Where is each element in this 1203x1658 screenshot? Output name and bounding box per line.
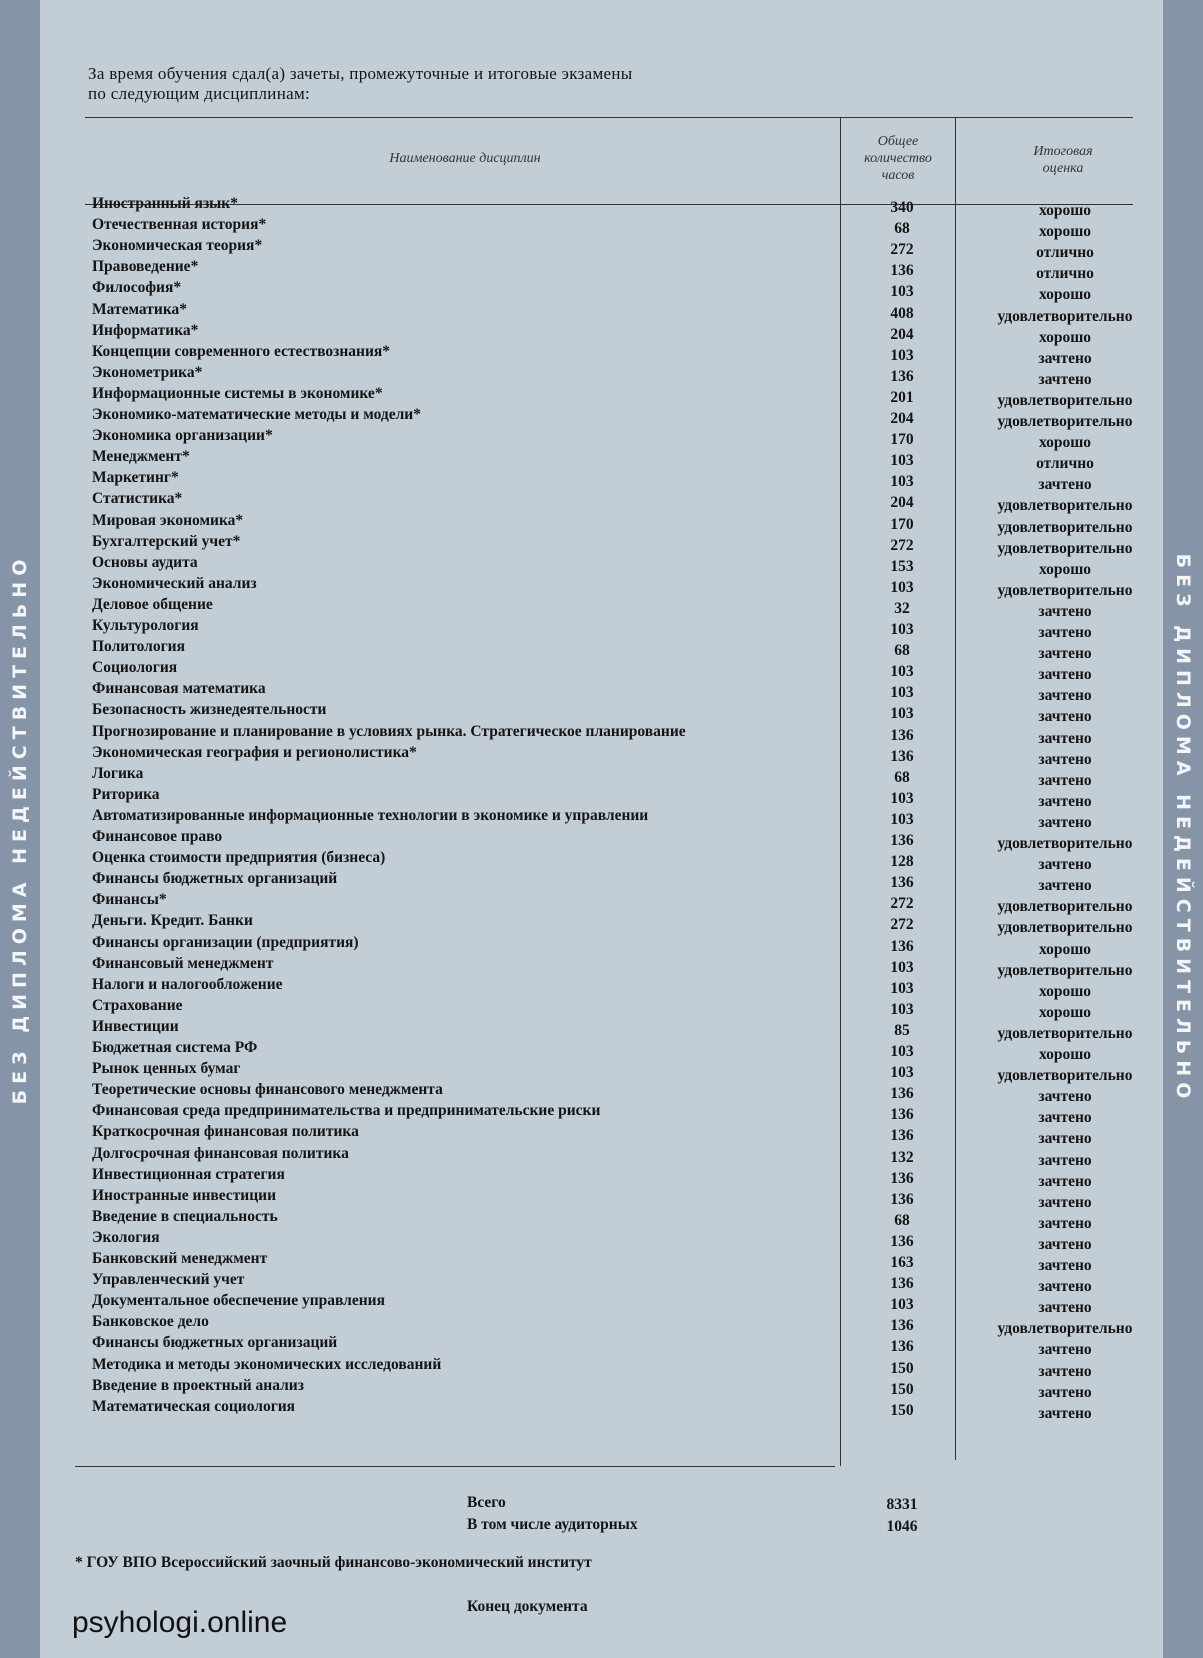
discipline-name: Финансовый менеджмент	[92, 954, 274, 972]
discipline-name: Экономическая география и регионолистика*	[92, 743, 417, 761]
site-watermark: psyhologi.online	[72, 1606, 288, 1639]
discipline-hours: 201	[890, 388, 914, 406]
discipline-hours: 103	[890, 958, 914, 976]
discipline-grade: хорошо	[1038, 286, 1092, 304]
discipline-grade: зачтено	[1038, 1404, 1092, 1422]
discipline-grade: зачтено	[1038, 1151, 1092, 1169]
discipline-grade: зачтено	[1038, 856, 1092, 874]
column-header-hours	[843, 133, 953, 184]
discipline-name: Экономическая теория*	[92, 237, 263, 255]
discipline-grade: удовлетворительно	[997, 1024, 1133, 1042]
discipline-hours: 103	[890, 684, 914, 702]
discipline-grade: хорошо	[1038, 1003, 1092, 1021]
discipline-grade: удовлетворительно	[997, 391, 1133, 409]
discipline-hours: 136	[890, 726, 914, 744]
discipline-hours: 163	[890, 1254, 914, 1271]
discipline-grade: зачтено	[1038, 792, 1092, 810]
discipline-hours: 136	[890, 262, 914, 280]
discipline-grade: отлично	[1036, 455, 1094, 473]
discipline-name: Статистика*	[92, 490, 183, 508]
discipline-hours: 136	[890, 747, 914, 765]
header-line-2: по следующим дисциплинам:	[88, 84, 311, 103]
discipline-name: Деньги. Кредит. Банки	[92, 912, 253, 930]
discipline-grade: отлично	[1036, 244, 1094, 262]
discipline-hours: 272	[890, 241, 914, 259]
discipline-hours: 103	[890, 578, 914, 596]
discipline-name: Экономико-математические методы и модели*	[92, 406, 421, 423]
discipline-name: Информатика*	[92, 321, 199, 339]
discipline-grade: зачтено	[1038, 1341, 1092, 1359]
discipline-hours: 103	[890, 452, 914, 470]
discipline-hours: 103	[890, 283, 914, 301]
table-row	[0, 996, 1203, 1025]
discipline-hours: 103	[890, 1000, 914, 1018]
discipline-hours: 150	[890, 1401, 914, 1419]
discipline-name: Информационные системы в экономике*	[92, 384, 383, 402]
discipline-name: Прогнозирование и планирование в условиях рынка. Стратегическое планирование	[92, 722, 686, 740]
column-header-name: Наименование дисциплин	[389, 151, 541, 166]
column-header-hours-line-2: количество	[864, 151, 932, 166]
discipline-name: Бухгалтерский учет*	[92, 532, 241, 550]
discipline-hours: 128	[890, 853, 914, 871]
table-bottom-rule	[75, 1466, 835, 1467]
discipline-grade: удовлетворительно	[997, 961, 1133, 979]
discipline-grade: хорошо	[1038, 223, 1092, 241]
discipline-hours: 136	[890, 1275, 914, 1293]
discipline-name: Финансовое право	[92, 828, 223, 845]
discipline-hours: 136	[890, 832, 914, 849]
discipline-name: Маркетинг*	[92, 469, 179, 487]
discipline-grade: удовлетворительно	[997, 307, 1133, 325]
discipline-name: Отечественная история*	[92, 216, 267, 234]
discipline-name: Рынок ценных бумаг	[92, 1060, 241, 1078]
discipline-grade: зачтено	[1038, 877, 1092, 895]
discipline-grade: удовлетворительно	[997, 581, 1133, 599]
discipline-name: Банковский менеджмент	[92, 1250, 268, 1267]
discipline-hours: 136	[890, 367, 914, 385]
discipline-name: Философия*	[92, 279, 182, 297]
discipline-name: Методика и методы экономических исследований	[92, 1355, 442, 1373]
discipline-name: Мировая экономика*	[92, 511, 244, 529]
right-side-stamp-text: БЕЗ ДИПЛОМА НЕДЕЙСТВИТЕЛЬНО	[1172, 553, 1194, 1105]
discipline-grade: зачтено	[1038, 687, 1092, 705]
table-row	[0, 743, 1203, 772]
discipline-hours: 68	[894, 1211, 910, 1229]
table-row	[0, 448, 1203, 476]
discipline-name: Экономика организации*	[92, 427, 273, 445]
discipline-grade: зачтено	[1038, 666, 1092, 684]
table-row	[0, 1397, 1203, 1426]
discipline-hours: 68	[894, 768, 910, 786]
discipline-grade: удовлетворительно	[997, 835, 1133, 852]
discipline-grade: удовлетворительно	[997, 919, 1133, 937]
discipline-grade: зачтено	[1038, 1383, 1092, 1401]
discipline-hours: 103	[890, 621, 914, 638]
discipline-grade: удовлетворительно	[997, 1067, 1133, 1085]
discipline-grade: зачтено	[1038, 750, 1092, 768]
discipline-hours: 136	[890, 1085, 914, 1103]
total-value: 8331	[886, 1496, 918, 1513]
discipline-grade: зачтено	[1038, 645, 1092, 663]
column-header-grade	[958, 143, 1168, 177]
discipline-name: Финансы бюджетных организаций	[92, 870, 338, 888]
discipline-grade: зачтено	[1038, 1214, 1092, 1232]
table-row	[0, 1207, 1203, 1236]
discipline-name: Краткосрочная финансовая политика	[92, 1123, 359, 1141]
discipline-name: Финансы организации (предприятия)	[92, 933, 359, 951]
discipline-grade: зачтено	[1038, 476, 1092, 494]
discipline-hours: 136	[890, 1127, 914, 1145]
discipline-name: Правоведение*	[92, 258, 199, 276]
discipline-name: Оценка стоимости предприятия (бизнеса)	[92, 849, 386, 867]
discipline-name: Экономический анализ	[92, 574, 257, 592]
discipline-name: Бюджетная система РФ	[92, 1039, 258, 1056]
discipline-grade: зачтено	[1038, 370, 1092, 388]
discipline-name: Финансы бюджетных организаций	[92, 1334, 338, 1352]
discipline-grade: зачтено	[1038, 1088, 1092, 1106]
document-header	[88, 64, 633, 104]
discipline-name: Инвестиции	[92, 1017, 179, 1035]
discipline-name: Инвестиционная стратегия	[92, 1165, 285, 1183]
discipline-grade: зачтено	[1038, 1172, 1092, 1190]
discipline-grade: хорошо	[1038, 1046, 1092, 1063]
discipline-name: Введение в проектный анализ	[92, 1376, 304, 1394]
discipline-hours: 340	[890, 199, 914, 216]
discipline-name: Страхование	[92, 996, 183, 1014]
discipline-grade: зачтено	[1038, 1193, 1092, 1211]
discipline-hours: 204	[890, 494, 914, 512]
discipline-grade: зачтено	[1038, 1278, 1092, 1296]
discipline-hours: 32	[894, 599, 910, 617]
discipline-hours: 103	[890, 705, 914, 723]
discipline-name: Безопасность жизнедеятельности	[92, 701, 327, 719]
total-label: Всего	[467, 1494, 506, 1511]
discipline-grade: удовлетворительно	[997, 898, 1133, 916]
discipline-name: Долгосрочная финансовая политика	[92, 1144, 349, 1162]
discipline-hours: 272	[890, 895, 914, 913]
discipline-grade: зачтено	[1038, 602, 1092, 620]
discipline-hours: 103	[890, 663, 914, 681]
discipline-name: Эконометрика*	[92, 363, 203, 381]
table-row	[0, 870, 1203, 898]
discipline-name: Логика	[92, 764, 144, 782]
discipline-name: Социология	[92, 659, 178, 677]
discipline-name: Математическая социология	[92, 1397, 296, 1415]
discipline-hours: 85	[894, 1021, 910, 1039]
discipline-grade: хорошо	[1038, 982, 1092, 1000]
discipline-name: Экология	[92, 1228, 160, 1246]
discipline-hours: 132	[890, 1148, 914, 1166]
column-header-grade-line-1: Итоговая	[1033, 144, 1093, 159]
discipline-hours: 150	[890, 1380, 914, 1398]
discipline-hours: 103	[890, 789, 914, 807]
discipline-grade: зачтено	[1038, 1109, 1092, 1127]
discipline-name: Менеджмент*	[92, 448, 190, 466]
discipline-name: Концепции современного естествознания*	[92, 342, 391, 360]
table-top-rule	[85, 117, 1133, 118]
discipline-grade: отлично	[1036, 265, 1094, 283]
table-row	[0, 638, 1203, 666]
discipline-name: Риторика	[92, 785, 160, 803]
discipline-grade: удовлетворительно	[997, 518, 1133, 536]
discipline-name: Налоги и налогообложение	[92, 975, 283, 993]
discipline-hours: 103	[890, 979, 914, 997]
classroom-label: В том числе аудиторных	[467, 1516, 638, 1533]
discipline-hours: 204	[890, 410, 914, 427]
discipline-grade: хорошо	[1038, 202, 1092, 219]
discipline-grade: хорошо	[1038, 560, 1092, 578]
discipline-grade: зачтено	[1038, 1257, 1092, 1274]
discipline-hours: 103	[890, 1296, 914, 1314]
discipline-name: Финансы*	[92, 891, 167, 909]
discipline-hours: 103	[890, 473, 914, 491]
column-header-hours-line-1: Общее	[877, 134, 919, 149]
discipline-name: Документальное обеспечение управления	[92, 1292, 386, 1310]
discipline-grade: зачтено	[1038, 1299, 1092, 1317]
discipline-hours: 170	[890, 515, 914, 533]
discipline-hours: 153	[890, 557, 914, 575]
discipline-grade: удовлетворительно	[997, 539, 1133, 557]
discipline-grade: хорошо	[1038, 434, 1092, 452]
discipline-hours: 170	[890, 431, 914, 449]
discipline-hours: 136	[890, 1317, 914, 1335]
discipline-name: Управленческий учет	[92, 1271, 245, 1289]
discipline-name: Финансовая математика	[92, 680, 266, 698]
discipline-grade: зачтено	[1038, 1130, 1092, 1148]
discipline-hours: 408	[890, 304, 914, 322]
discipline-hours: 204	[890, 325, 914, 343]
discipline-name: Основы аудита	[92, 553, 198, 571]
discipline-grade: зачтено	[1038, 1235, 1092, 1253]
discipline-hours: 136	[890, 1106, 914, 1124]
discipline-hours: 68	[894, 642, 910, 660]
discipline-grade: хорошо	[1038, 940, 1092, 958]
footnote: * ГОУ ВПО Всероссийский заочный финансово-экономический институт	[75, 1554, 592, 1571]
discipline-hours: 103	[890, 346, 914, 364]
discipline-name: Иностранные инвестиции	[92, 1186, 277, 1204]
discipline-name: Теоретические основы финансового менеджмента	[92, 1081, 443, 1099]
discipline-grade: удовлетворительно	[997, 497, 1133, 515]
discipline-name: Финансовая среда предпринимательства и предпринимательские риски	[92, 1102, 601, 1120]
discipline-hours: 136	[890, 1232, 914, 1250]
discipline-hours: 272	[890, 536, 914, 554]
discipline-name: Банковское дело	[92, 1313, 209, 1331]
discipline-grade: зачтено	[1038, 349, 1092, 367]
discipline-hours: 103	[890, 1043, 914, 1060]
header-line-1: За время обучения сдал(а) зачеты, промежуточные и итоговые экзамены	[88, 64, 633, 83]
discipline-grade: зачтено	[1038, 624, 1092, 641]
discipline-hours: 103	[890, 810, 914, 828]
discipline-name: Введение в специальность	[92, 1207, 278, 1225]
discipline-name: Культурология	[92, 617, 199, 634]
end-of-document: Конец документа	[467, 1598, 588, 1615]
discipline-name: Иностранный язык*	[92, 195, 238, 212]
column-header-grade-line-2: оценка	[1042, 161, 1084, 176]
discipline-hours: 136	[890, 1190, 914, 1208]
discipline-hours: 103	[890, 1064, 914, 1082]
discipline-grade: зачтено	[1038, 708, 1092, 726]
table-row	[0, 764, 1203, 793]
discipline-grade: удовлетворительно	[997, 1320, 1133, 1338]
discipline-hours: 136	[890, 1169, 914, 1187]
discipline-hours: 136	[890, 874, 914, 892]
column-header-hours-line-3: часов	[881, 168, 915, 183]
discipline-hours: 272	[890, 916, 914, 934]
discipline-grade: зачтено	[1038, 729, 1092, 747]
discipline-grade: удовлетворительно	[997, 413, 1133, 430]
discipline-hours: 150	[890, 1359, 914, 1377]
discipline-grade: зачтено	[1038, 813, 1092, 831]
discipline-name: Автоматизированные информационные технологии в экономике и управлении	[92, 806, 649, 824]
classroom-value: 1046	[886, 1518, 918, 1535]
discipline-name: Политология	[92, 638, 185, 656]
discipline-grade: зачтено	[1038, 1362, 1092, 1380]
discipline-grade: хорошо	[1038, 328, 1092, 346]
discipline-hours: 136	[890, 937, 914, 955]
discipline-hours: 136	[890, 1338, 914, 1356]
discipline-hours: 68	[894, 220, 910, 238]
left-side-stamp-text: БЕЗ ДИПЛОМА НЕДЕЙСТВИТЕЛЬНО	[9, 553, 31, 1105]
discipline-name: Деловое общение	[92, 595, 213, 613]
discipline-grade: зачтено	[1038, 771, 1092, 789]
discipline-name: Математика*	[92, 300, 188, 318]
